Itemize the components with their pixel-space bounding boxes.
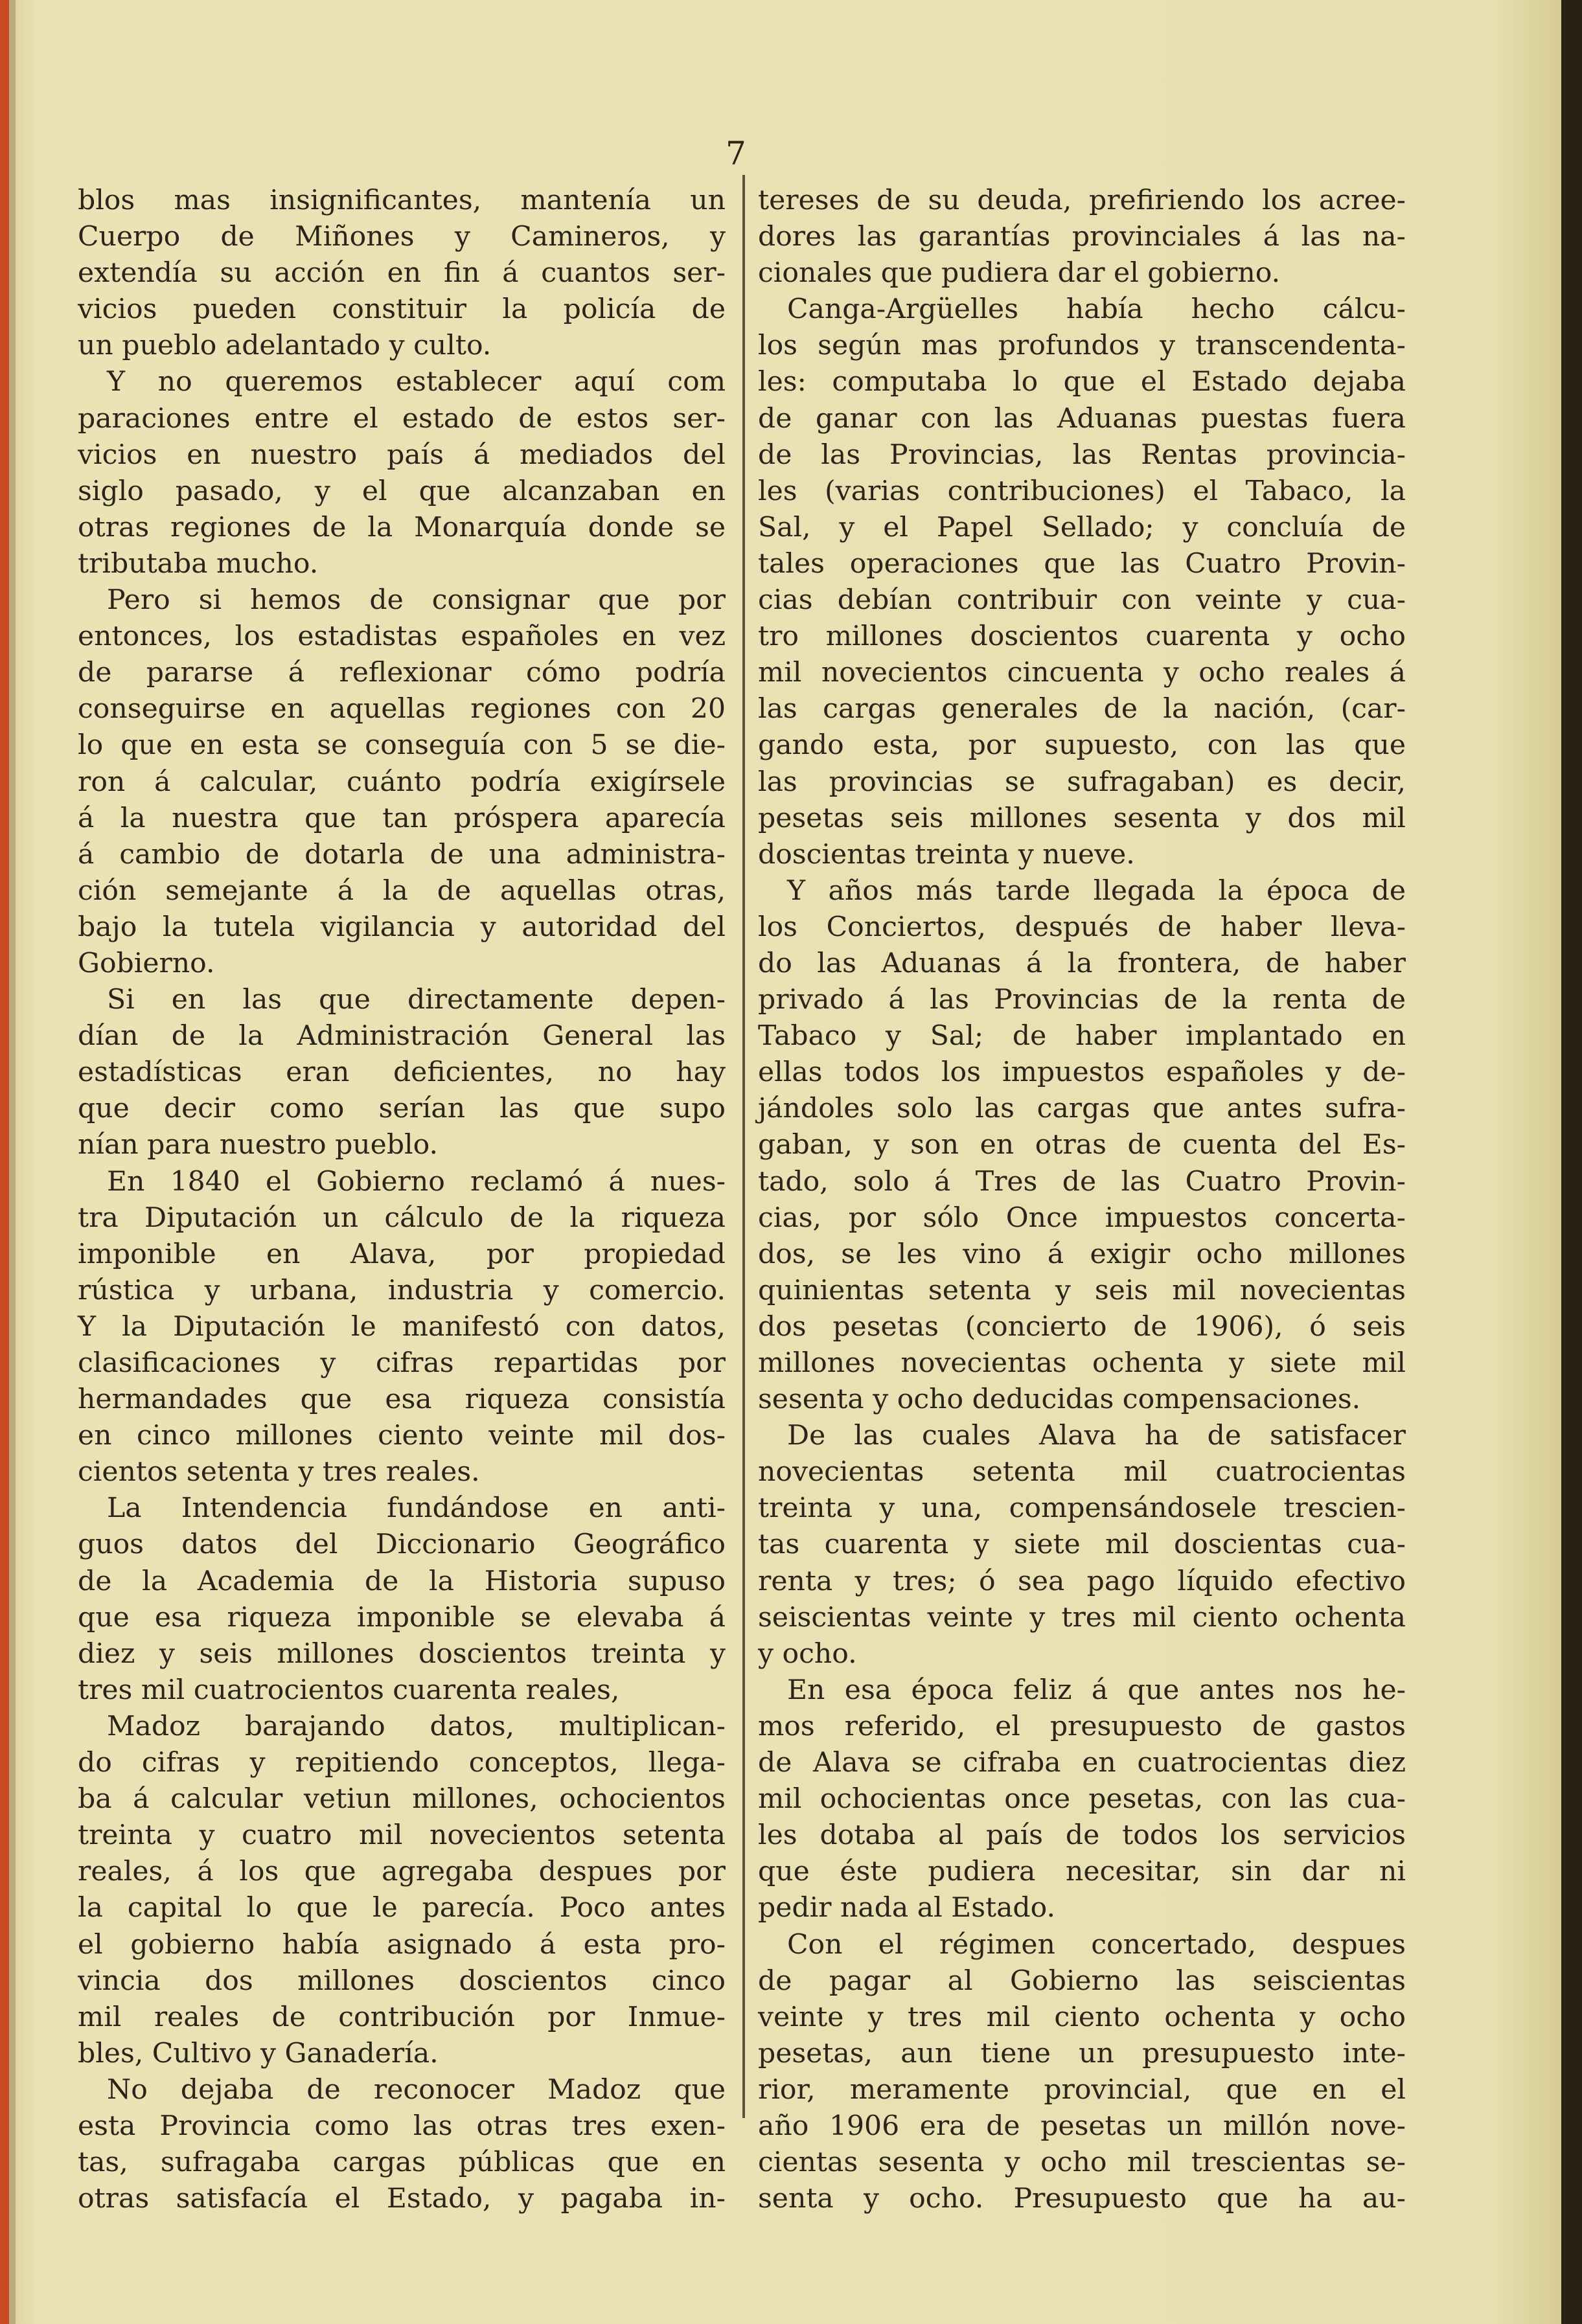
page-number: 7 xyxy=(726,135,746,172)
text-line: tro millones doscientos cuarenta y ocho xyxy=(758,621,1406,653)
text-line: pesetas, aun tiene un presupuesto inte- xyxy=(758,2037,1406,2069)
text-line: cionales que pudiera dar el gobierno. xyxy=(758,257,1281,290)
binding-shadow xyxy=(9,0,16,2324)
text-line: diez y seis millones doscientos treinta y xyxy=(78,1637,726,1670)
text-line: novecientas setenta mil cuatrocientas xyxy=(758,1456,1406,1488)
text-line: do cifras y repitiendo conceptos, llega- xyxy=(78,1747,726,1779)
text-line: ba á calcular vetiun millones, ochocientos xyxy=(78,1783,726,1816)
text-line: cientos setenta y tres reales. xyxy=(78,1456,480,1488)
text-line: cientas sesenta y ocho mil trescientas se- xyxy=(758,2147,1406,2179)
text-line: cias debían contribuir con veinte y cua- xyxy=(758,584,1406,617)
text-line: veinte y tres mil ciento ochenta y ocho xyxy=(758,2001,1406,2033)
text-line: gaban, y son en otras de cuenta del Es- xyxy=(758,1129,1406,1161)
text-line: dos, se les vino á exigir ocho millones xyxy=(758,1238,1406,1270)
text-line: blos mas insignificantes, mantenía un xyxy=(78,185,726,216)
text-line: Con el régimen concertado, despues xyxy=(787,1928,1406,1961)
text-line: de ganar con las Aduanas puestas fuera xyxy=(758,402,1406,435)
left-text-column xyxy=(78,183,726,2217)
text-line: tereses de su deuda, prefiriendo los acree- xyxy=(758,185,1406,216)
text-line: seiscientas veinte y tres mil ciento ochenta xyxy=(758,1601,1406,1634)
text-line: mil ochocientas once pesetas, con las cua- xyxy=(758,1783,1406,1816)
text-line: privado á las Provincias de la renta de xyxy=(758,984,1406,1016)
text-line: año 1906 era de pesetas un millón nove- xyxy=(758,2110,1406,2142)
text-line: un pueblo adelantado y culto. xyxy=(78,330,492,362)
text-line: mil novecientos cincuenta y ocho reales á xyxy=(758,657,1406,689)
text-line: tres mil cuatrocientos cuarenta reales, xyxy=(78,1674,620,1706)
text-line: reales, á los que agregaba despues por xyxy=(78,1856,726,1888)
text-line: entonces, los estadistas españoles en vez xyxy=(78,621,726,653)
text-line: imponible en Alava, por propiedad xyxy=(78,1238,726,1270)
text-line: tributaba mucho. xyxy=(78,547,319,580)
text-line: La Intendencia fundándose en anti- xyxy=(107,1492,726,1525)
text-line: nían para nuestro pueblo. xyxy=(78,1129,438,1161)
text-line: bles, Cultivo y Ganadería. xyxy=(78,2037,439,2069)
text-line: treinta y una, compensándosele trescien- xyxy=(758,1492,1406,1525)
text-line: En 1840 el Gobierno reclamó á nues- xyxy=(107,1165,726,1198)
text-line: de Alava se cifraba en cuatrocientas diez xyxy=(758,1747,1406,1779)
text-line: Pero si hemos de consignar que por xyxy=(107,584,726,617)
text-line: Si en las que directamente depen- xyxy=(107,984,726,1016)
text-line: dos pesetas (concierto de 1906), ó seis xyxy=(758,1310,1406,1343)
text-line: clasificaciones y cifras repartidas por xyxy=(78,1347,726,1379)
text-line: extendía su acción en fin á cuantos ser- xyxy=(78,257,726,290)
text-line: esta Provincia como las otras tres exen- xyxy=(78,2110,726,2142)
text-line: les: computaba lo que el Estado dejaba xyxy=(758,366,1406,398)
text-line: ron á calcular, cuánto podría exigírsele xyxy=(78,766,726,798)
text-line: rior, meramente provincial, que en el xyxy=(758,2073,1406,2106)
column-divider xyxy=(742,175,745,2118)
text-line: ción semejante á la de aquellas otras, xyxy=(78,874,726,907)
text-line: de las Provincias, las Rentas provincia- xyxy=(758,439,1406,471)
text-line: Sal, y el Papel Sellado; y concluía de xyxy=(758,511,1406,543)
text-line: No dejaba de reconocer Madoz que xyxy=(107,2073,726,2106)
text-line: pesetas seis millones sesenta y dos mil xyxy=(758,802,1406,834)
text-line: quinientas setenta y seis mil novecientas xyxy=(758,1274,1406,1306)
text-line: hermandades que esa riqueza consistía xyxy=(78,1384,726,1416)
text-line: treinta y cuatro mil novecientos setenta xyxy=(78,1819,726,1852)
text-line: tas cuarenta y siete mil doscientas cua- xyxy=(758,1529,1406,1561)
text-line: Gobierno. xyxy=(78,947,215,979)
text-line: vicios pueden constituir la policía de xyxy=(78,293,726,326)
text-line: de la Academia de la Historia supuso xyxy=(78,1565,726,1597)
text-line: conseguirse en aquellas regiones con 20 xyxy=(78,693,726,725)
text-line: los según mas profundos y transcendenta- xyxy=(758,330,1406,362)
text-line: dían de la Administración General las xyxy=(78,1020,726,1053)
text-line: mos referido, el presupuesto de gastos xyxy=(758,1710,1406,1742)
text-line: de pagar al Gobierno las seiscientas xyxy=(758,1965,1406,1997)
text-line: cias, por sólo Once impuestos concerta- xyxy=(758,1202,1406,1234)
text-line: sesenta y ocho deducidas compensaciones. xyxy=(758,1384,1361,1416)
text-line: que éste pudiera necesitar, sin dar ni xyxy=(758,1856,1406,1888)
text-line: Madoz barajando datos, multiplican- xyxy=(107,1710,726,1742)
right-text-column xyxy=(758,183,1406,2217)
text-line: lo que en esta se conseguía con 5 se die- xyxy=(78,729,726,762)
text-line: rústica y urbana, industria y comercio. xyxy=(78,1274,726,1306)
text-line: Y la Diputación le manifestó con datos, xyxy=(78,1310,726,1343)
text-line: de pararse á reflexionar cómo podría xyxy=(78,657,726,689)
text-line: tra Diputación un cálculo de la riqueza xyxy=(78,1202,726,1234)
text-line: á la nuestra que tan próspera aparecía xyxy=(78,802,726,834)
text-line: las provincias se sufragaban) es decir, xyxy=(758,766,1406,798)
text-line: Canga-Argüelles había hecho cálcu- xyxy=(787,293,1406,326)
text-line: De las cuales Alava ha de satisfacer xyxy=(787,1420,1406,1452)
text-line: doscientas treinta y nueve. xyxy=(758,838,1135,871)
text-line: tales operaciones que las Cuatro Provin- xyxy=(758,547,1406,580)
text-line: otras satisfacía el Estado, y pagaba in- xyxy=(78,2183,726,2215)
text-line: mil reales de contribución por Inmue- xyxy=(78,2001,726,2033)
text-line: que esa riqueza imponible se elevaba á xyxy=(78,1601,726,1634)
text-line: gando esta, por supuesto, con las que xyxy=(758,729,1406,762)
text-line: guos datos del Diccionario Geográfico xyxy=(78,1529,726,1561)
text-line: paraciones entre el estado de estos ser- xyxy=(78,402,726,435)
text-line: jándoles solo las cargas que antes sufra- xyxy=(758,1093,1406,1125)
text-line: otras regiones de la Monarquía donde se xyxy=(78,511,726,543)
text-line: les dotaba al país de todos los servicios xyxy=(758,1819,1406,1852)
text-line: las cargas generales de la nación, (car- xyxy=(758,693,1406,725)
text-line: siglo pasado, y el que alcanzaban en xyxy=(78,475,726,507)
text-line: el gobierno había asignado á esta pro- xyxy=(78,1928,726,1961)
text-line: los Conciertos, después de haber lleva- xyxy=(758,911,1406,943)
text-line: les (varias contribuciones) el Tabaco, la xyxy=(758,475,1406,507)
page-edge xyxy=(1561,0,1582,2324)
text-line: Tabaco y Sal; de haber implantado en xyxy=(758,1020,1406,1053)
text-line: vicios en nuestro país á mediados del xyxy=(78,439,726,471)
text-line: Cuerpo de Miñones y Camineros, y xyxy=(78,221,726,253)
text-line: En esa época feliz á que antes nos he- xyxy=(787,1674,1406,1706)
text-line: renta y tres; ó sea pago líquido efectivo xyxy=(758,1565,1406,1597)
text-line: pedir nada al Estado. xyxy=(758,1892,1055,1924)
text-line: á cambio de dotarla de una administra- xyxy=(78,838,726,871)
text-line: estadísticas eran deficientes, no hay xyxy=(78,1056,726,1089)
text-line: do las Aduanas á la frontera, de haber xyxy=(758,947,1406,979)
text-line: la capital lo que le parecía. Poco antes xyxy=(78,1892,726,1924)
text-line: Y no queremos establecer aquí com xyxy=(107,366,726,398)
text-line: dores las garantías provinciales á las na- xyxy=(758,221,1406,253)
text-line: senta y ocho. Presupuesto que ha au- xyxy=(758,2183,1406,2215)
text-line: vincia dos millones doscientos cinco xyxy=(78,1965,726,1997)
binding-edge xyxy=(0,0,9,2324)
text-line: en cinco millones ciento veinte mil dos- xyxy=(78,1420,726,1452)
text-line: tas, sufragaba cargas públicas que en xyxy=(78,2147,726,2179)
text-line: millones novecientas ochenta y siete mil xyxy=(758,1347,1406,1379)
text-line: y ocho. xyxy=(758,1637,857,1670)
text-line: Y años más tarde llegada la época de xyxy=(787,874,1406,907)
text-line: que decir como serían las que supo xyxy=(78,1093,726,1125)
text-line: ellas todos los impuestos españoles y de- xyxy=(758,1056,1406,1089)
text-line: tado, solo á Tres de las Cuatro Provin- xyxy=(758,1165,1406,1198)
text-line: bajo la tutela vigilancia y autoridad del xyxy=(78,911,726,943)
